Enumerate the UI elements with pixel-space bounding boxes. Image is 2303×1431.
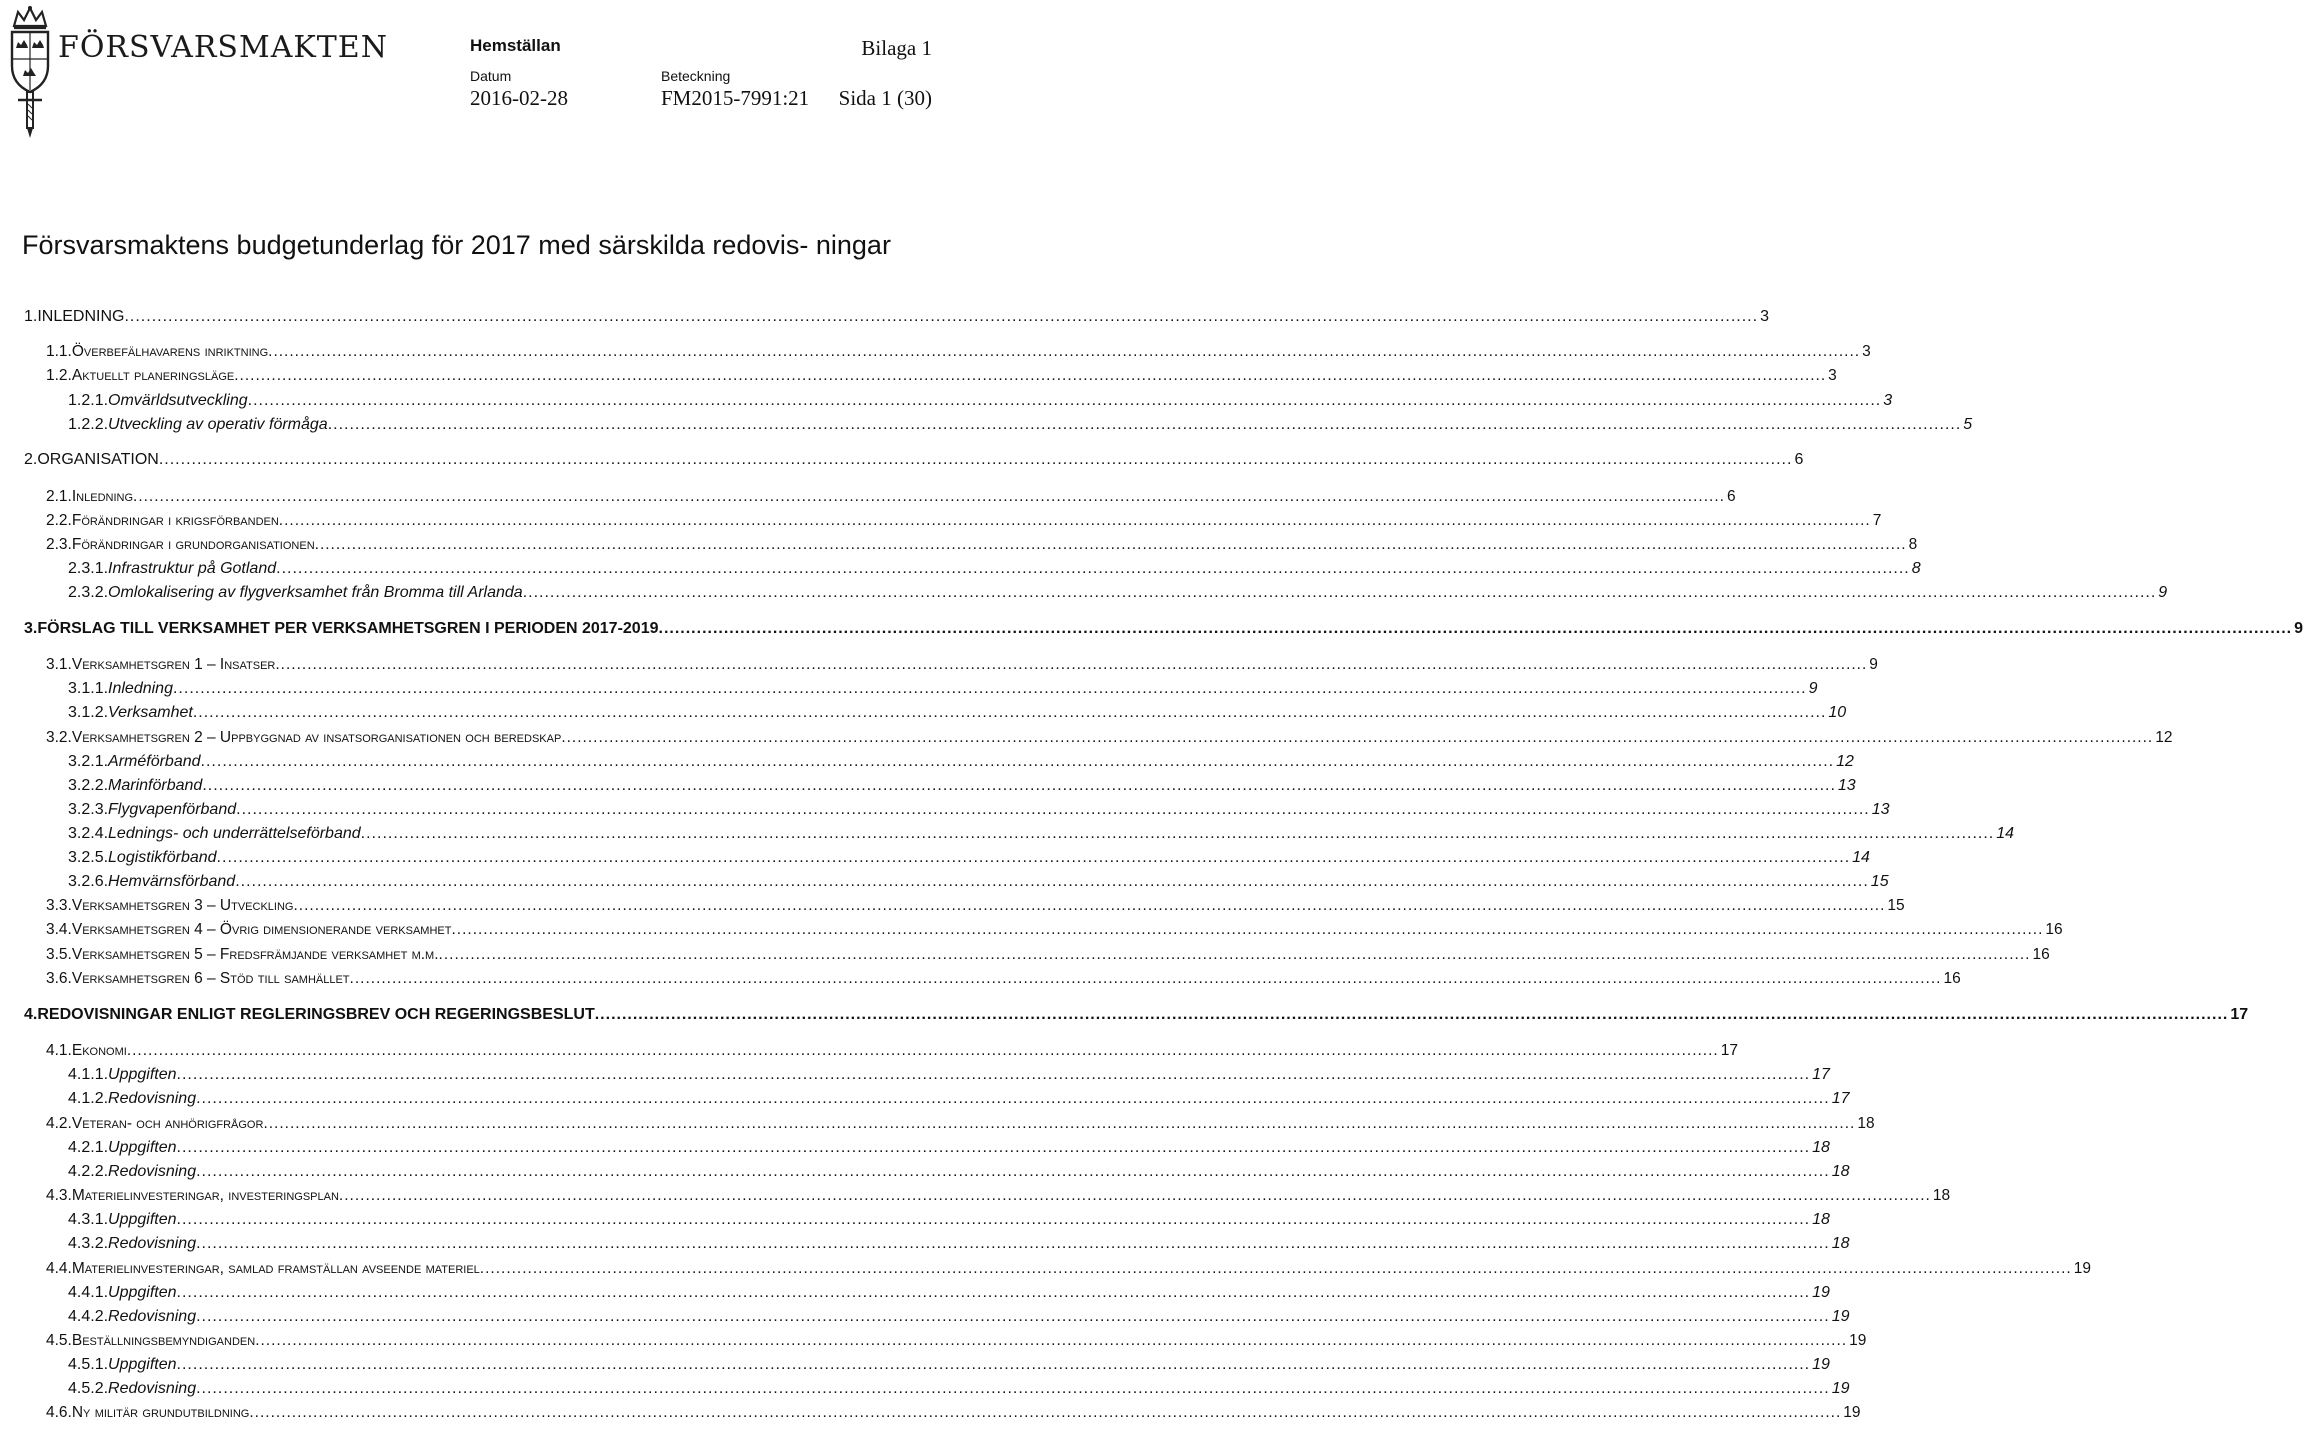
toc-dot-leader: ............................................................................................................................................................................................................................................................................................................: [196, 1090, 1830, 1107]
toc-entry-title: Uppgiften: [108, 1066, 177, 1083]
toc-entry-title: ORGANISATION: [37, 451, 159, 468]
toc-entry-number: 4.1.2.: [68, 1090, 109, 1107]
toc-entry-number: 4.3.: [46, 1187, 72, 1204]
toc-entry-number: 3.3.: [46, 897, 72, 914]
toc-entry-title: Förändringar i krigsförbanden: [71, 512, 279, 529]
toc-dot-leader: ............................................................................................................................................................................................................................................................................................................: [158, 451, 1793, 468]
toc-entry-number: 3.1.1.: [68, 680, 109, 697]
toc-entry[interactable]: [68, 1066, 1830, 1088]
toc-entry-number: 4.5.: [46, 1332, 72, 1349]
toc-entry-number: 3.5.: [46, 946, 72, 963]
toc-entry-page: 9: [2294, 620, 2303, 637]
toc-entry-page: 15: [1870, 873, 1889, 890]
toc-entry-number: 2.1.: [46, 488, 72, 505]
toc-dot-leader: ............................................................................................................................................................................................................................................................................................................: [196, 1380, 1830, 1397]
toc-entry-title: INLEDNING: [37, 308, 125, 325]
toc-dot-leader: ............................................................................................................................................................................................................................................................................................................: [196, 1235, 1830, 1252]
toc-entry-page: 14: [1852, 849, 1870, 866]
toc-entry-number: 2.3.1.: [68, 560, 109, 577]
toc-entry[interactable]: [46, 1115, 1875, 1137]
toc-entry-number: 4.: [24, 1006, 38, 1023]
toc-entry-title: Redovisning: [108, 1163, 197, 1180]
toc-dot-leader: ............................................................................................................................................................................................................................................................................................................: [275, 656, 1868, 673]
toc-entry-title: Omlokalisering av flygverksamhet från Bromma till Arlanda: [108, 584, 523, 601]
toc-entry-page: 5: [1963, 416, 1973, 433]
toc-entry[interactable]: [46, 1042, 1738, 1064]
toc-entry-number: 2.3.: [46, 536, 72, 553]
toc-entry-title: Lednings- och underrättelseförband: [108, 825, 361, 842]
toc-entry-title: Redovisning: [108, 1235, 197, 1252]
toc-entry[interactable]: [68, 825, 2015, 847]
toc-entry[interactable]: [68, 1090, 1850, 1112]
toc-entry[interactable]: [68, 801, 1890, 823]
toc-dot-leader: ............................................................................................................................................................................................................................................................................................................: [479, 1260, 2072, 1277]
toc-entry-number: 4.3.1.: [68, 1211, 109, 1228]
toc-entry[interactable]: [24, 451, 1804, 473]
toc-entry[interactable]: [46, 946, 2050, 968]
toc-entry-page: 3: [1760, 308, 1769, 325]
toc-dot-leader: ............................................................................................................................................................................................................................................................................................................: [235, 873, 1869, 890]
toc-entry-page: 17: [2230, 1006, 2249, 1023]
toc-entry-page: 12: [2155, 729, 2173, 746]
toc-dot-leader: ............................................................................................................................................................................................................................................................................................................: [176, 1284, 1811, 1301]
toc-entry-page: 8: [1908, 536, 1918, 553]
toc-entry-page: 19: [1812, 1284, 1830, 1301]
toc-dot-leader: ............................................................................................................................................................................................................................................................................................................: [176, 1356, 1811, 1373]
page-indicator: Sida 1 (30): [838, 86, 932, 110]
toc-entry[interactable]: [46, 488, 1736, 510]
toc-dot-leader: ............................................................................................................................................................................................................................................................................................................: [216, 849, 1851, 866]
toc-entry-title: REDOVISNINGAR ENLIGT REGLERINGSBREV OCH REGERINGSBESLUT: [37, 1006, 595, 1023]
toc-dot-leader: ............................................................................................................................................................................................................................................................................................................: [124, 308, 1759, 325]
toc-dot-leader: ............................................................................................................................................................................................................................................................................................................: [561, 729, 2154, 746]
toc-dot-leader: ............................................................................................................................................................................................................................................................................................................: [451, 921, 2044, 938]
toc-entry-number: 4.2.: [46, 1115, 72, 1132]
toc-entry-title: Uppgiften: [108, 1284, 177, 1301]
toc-entry-title: Materielinvesteringar, samlad framställan avseende materiel: [71, 1260, 480, 1277]
toc-entry[interactable]: [46, 729, 2173, 751]
toc-entry-page: 16: [2045, 921, 2063, 938]
toc-entry[interactable]: [46, 1260, 2091, 1282]
toc-entry-title: Marinförband: [108, 777, 203, 794]
toc-entry-page: 6: [1794, 451, 1804, 468]
toc-entry-page: 12: [1836, 753, 1854, 770]
toc-entry-title: Verksamhetsgren 2 – Uppbyggnad av insatsorganisationen och beredskap: [71, 729, 562, 746]
toc-entry-page: 8: [1911, 560, 1921, 577]
toc-entry-page: 18: [1932, 1187, 1951, 1204]
toc-entry-title: Uppgiften: [108, 1139, 177, 1156]
document-title: Försvarsmaktens budgetunderlag för 2017 med särskilda redovis- ningar: [22, 230, 891, 260]
toc-entry[interactable]: [68, 392, 1893, 414]
toc-entry-number: 1.: [24, 308, 38, 325]
toc-entry-page: 19: [1812, 1356, 1830, 1373]
toc-entry[interactable]: [46, 970, 1961, 992]
toc-entry[interactable]: [68, 753, 1854, 775]
toc-entry-title: Infrastruktur på Gotland: [108, 560, 277, 577]
toc-entry[interactable]: [68, 849, 1870, 871]
toc-entry-number: 3.2.3.: [68, 801, 109, 818]
toc-dot-leader: ............................................................................................................................................................................................................................................................................................................: [236, 801, 1870, 818]
toc-entry-page: 19: [1849, 1332, 1867, 1349]
toc-entry[interactable]: [46, 656, 1878, 678]
toc-entry-title: Redovisning: [108, 1308, 197, 1325]
toc-entry[interactable]: [68, 873, 1889, 895]
toc-entry-page: 13: [1837, 777, 1856, 794]
toc-entry[interactable]: [24, 620, 2303, 642]
toc-entry-title: Verksamhetsgren 1 – Insatser: [71, 656, 276, 673]
toc-entry-number: 3.2.2.: [68, 777, 109, 794]
toc-entry-title: Beställningsbemyndiganden: [71, 1332, 256, 1349]
toc-dot-leader: ............................................................................................................................................................................................................................................................................................................: [133, 488, 1725, 505]
toc-entry-page: 19: [2073, 1260, 2091, 1277]
toc-entry[interactable]: [46, 343, 1871, 365]
toc-entry-title: Uppgiften: [108, 1356, 177, 1373]
toc-entry-title: Logistikförband: [108, 849, 217, 866]
toc-dot-leader: ............................................................................................................................................................................................................................................................................................................: [314, 536, 1907, 553]
toc-entry-title: Hemvärnsförband: [108, 873, 236, 890]
toc-entry-title: Förändringar i grundorganisationen: [71, 536, 315, 553]
toc-entry[interactable]: [68, 777, 1856, 799]
toc-dot-leader: ............................................................................................................................................................................................................................................................................................................: [176, 1139, 1811, 1156]
toc-entry-title: Verksamhetsgren 4 – Övrig dimensionerande verksamhet: [71, 921, 452, 938]
toc-dot-leader: ............................................................................................................................................................................................................................................................................................................: [247, 392, 1882, 409]
toc-entry-number: 3.6.: [46, 970, 72, 987]
toc-entry-title: Utveckling av operativ förmåga: [108, 416, 328, 433]
toc-entry-page: 14: [1996, 825, 2015, 842]
toc-entry[interactable]: [68, 1380, 1850, 1402]
toc-entry-title: Arméförband: [108, 753, 201, 770]
toc-entry-page: 18: [1831, 1235, 1850, 1252]
toc-dot-leader: ............................................................................................................................................................................................................................................................................................................: [263, 1115, 1856, 1132]
toc-dot-leader: ............................................................................................................................................................................................................................................................................................................: [658, 620, 2293, 637]
toc-entry-title: Verksamhetsgren 5 – Fredsfrämjande verksamhet m.m.: [71, 946, 439, 963]
toc-entry-page: 9: [1808, 680, 1818, 697]
toc-entry[interactable]: [68, 1211, 1830, 1233]
toc-entry-page: 18: [1812, 1139, 1830, 1156]
toc-entry[interactable]: [24, 1006, 2249, 1028]
toc-entry-page: 3: [1862, 343, 1871, 360]
toc-entry-number: 4.4.1.: [68, 1284, 109, 1301]
toc-dot-leader: ............................................................................................................................................................................................................................................................................................................: [268, 343, 1861, 360]
toc-entry-page: 7: [1872, 512, 1882, 529]
toc-entry-page: 18: [1857, 1115, 1875, 1132]
toc-entry[interactable]: [24, 308, 1769, 330]
toc-entry-number: 4.5.1.: [68, 1356, 109, 1373]
toc-entry-number: 3.4.: [46, 921, 72, 938]
toc-entry-title: Veteran- och anhörigfrågor: [71, 1115, 264, 1132]
toc-entry[interactable]: [46, 367, 1837, 389]
toc-dot-leader: ............................................................................................................................................................................................................................................................................................................: [276, 560, 1910, 577]
toc-entry[interactable]: [68, 1235, 1850, 1257]
toc-entry-number: 1.2.: [46, 367, 72, 384]
reference-value: FM2015-7991:21: [661, 86, 810, 110]
toc-entry[interactable]: [68, 584, 2168, 606]
crown-shield-sword-icon: [6, 4, 54, 140]
toc-entry-number: 4.5.2.: [68, 1380, 109, 1397]
toc-entry-number: 3.2.: [46, 729, 72, 746]
toc-entry[interactable]: [68, 560, 1921, 582]
toc-dot-leader: ............................................................................................................................................................................................................................................................................................................: [234, 367, 1827, 384]
reference-label: Beteckning: [661, 68, 731, 84]
toc-entry-number: 4.3.2.: [68, 1235, 109, 1252]
toc-entry-title: Omvärldsutveckling: [108, 392, 248, 409]
toc-entry[interactable]: [68, 704, 1847, 726]
toc-dot-leader: ............................................................................................................................................................................................................................................................................................................: [192, 704, 1827, 721]
toc-entry-title: Flygvapenförband: [108, 801, 237, 818]
toc-dot-leader: ............................................................................................................................................................................................................................................................................................................: [249, 1404, 1842, 1421]
toc-entry-page: 9: [2158, 584, 2168, 601]
toc-dot-leader: ............................................................................................................................................................................................................................................................................................................: [338, 1187, 1931, 1204]
toc-entry-page: 3: [1883, 392, 1893, 409]
toc-entry-page: 19: [1831, 1308, 1850, 1325]
toc-entry-number: 4.2.1.: [68, 1139, 109, 1156]
toc-entry-number: 3.: [24, 620, 38, 637]
toc-entry-number: 3.1.2.: [68, 704, 109, 721]
toc-entry[interactable]: [46, 1404, 1861, 1426]
toc-entry-number: 1.1.: [46, 343, 72, 360]
toc-entry-page: 17: [1720, 1042, 1738, 1059]
toc-entry-page: 19: [1843, 1404, 1861, 1421]
toc-entry-title: Verksamhet: [108, 704, 193, 721]
toc-entry-title: Ny militär grundutbildning: [71, 1404, 250, 1421]
toc-dot-leader: ............................................................................................................................................................................................................................................................................................................: [126, 1042, 1719, 1059]
toc-entry-number: 4.4.: [46, 1260, 72, 1277]
toc-entry-number: 3.2.6.: [68, 873, 109, 890]
toc-entry[interactable]: [68, 680, 1818, 702]
toc-dot-leader: ............................................................................................................................................................................................................................................................................................................: [327, 416, 1962, 433]
toc-entry-title: Verksamhetsgren 6 – Stöd till samhället: [71, 970, 350, 987]
toc-entry-page: 6: [1726, 488, 1736, 505]
toc-dot-leader: ............................................................................................................................................................................................................................................................................................................: [202, 777, 1836, 794]
toc-entry[interactable]: [46, 512, 1882, 534]
toc-entry-number: 2.3.2.: [68, 584, 109, 601]
toc-entry-number: 2.: [24, 451, 38, 468]
toc-entry-title: Inledning: [108, 680, 173, 697]
toc-entry-number: 2.2.: [46, 512, 72, 529]
toc-entry-number: 4.4.2.: [68, 1308, 109, 1325]
toc-entry-title: Överbefälhavarens inriktning: [71, 343, 269, 360]
toc-entry-page: 13: [1871, 801, 1890, 818]
toc-entry-page: 16: [1943, 970, 1961, 987]
toc-entry[interactable]: [68, 1308, 1850, 1330]
toc-entry-number: 3.1.: [46, 656, 72, 673]
toc-entry-page: 16: [2032, 946, 2050, 963]
toc-entry-title: Ekonomi: [71, 1042, 127, 1059]
toc-dot-leader: ............................................................................................................................................................................................................................................................................................................: [293, 897, 1886, 914]
date-value: 2016-02-28: [470, 86, 568, 110]
toc-entry-number: 1.2.2.: [68, 416, 109, 433]
toc-entry-number: 4.1.: [46, 1042, 72, 1059]
toc-dot-leader: ............................................................................................................................................................................................................................................................................................................: [349, 970, 1942, 987]
attachment-label: Bilaga 1: [861, 36, 932, 60]
toc-entry-number: 3.2.5.: [68, 849, 109, 866]
toc-dot-leader: ............................................................................................................................................................................................................................................................................................................: [200, 753, 1835, 770]
toc-entry[interactable]: [68, 1284, 1830, 1306]
toc-entry[interactable]: [68, 1163, 1850, 1185]
toc-entry-title: Inledning: [71, 488, 134, 505]
toc-entry-page: 3: [1828, 367, 1837, 384]
toc-entry-number: 4.2.2.: [68, 1163, 109, 1180]
toc-entry-title: Materielinvesteringar, investeringsplan: [71, 1187, 339, 1204]
toc-entry-number: 3.2.4.: [68, 825, 109, 842]
toc-dot-leader: ............................................................................................................................................................................................................................................................................................................: [176, 1211, 1811, 1228]
toc-dot-leader: ............................................................................................................................................................................................................................................................................................................: [255, 1332, 1848, 1349]
toc-entry[interactable]: [46, 1187, 1951, 1209]
toc-entry[interactable]: [68, 1356, 1830, 1378]
toc-entry-title: Verksamhetsgren 3 – Utveckling: [71, 897, 294, 914]
toc-entry-page: 18: [1812, 1211, 1830, 1228]
toc-entry-page: 9: [1869, 656, 1878, 673]
date-label: Datum: [470, 68, 512, 84]
toc-entry[interactable]: [46, 536, 1918, 558]
toc-dot-leader: ............................................................................................................................................................................................................................................................................................................: [278, 512, 1871, 529]
toc-dot-leader: ............................................................................................................................................................................................................................................................................................................: [438, 946, 2031, 963]
toc-entry-number: 4.6.: [46, 1404, 72, 1421]
toc-dot-leader: ............................................................................................................................................................................................................................................................................................................: [176, 1066, 1811, 1083]
toc-entry-page: 15: [1887, 897, 1905, 914]
brand-name: FÖRSVARSMAKTEN: [58, 30, 388, 65]
toc-dot-leader: ............................................................................................................................................................................................................................................................................................................: [594, 1006, 2229, 1023]
document-type: Hemställan: [470, 36, 561, 55]
toc-entry-title: Redovisning: [108, 1380, 197, 1397]
toc-entry-page: 17: [1831, 1090, 1850, 1107]
toc-entry[interactable]: [68, 416, 1973, 438]
toc-dot-leader: ............................................................................................................................................................................................................................................................................................................: [360, 825, 1995, 842]
toc-entry[interactable]: [46, 1332, 1867, 1354]
toc-entry-number: 3.2.1.: [68, 753, 109, 770]
toc-dot-leader: ............................................................................................................................................................................................................................................................................................................: [172, 680, 1807, 697]
toc-entry[interactable]: [68, 1139, 1830, 1161]
toc-dot-leader: ............................................................................................................................................................................................................................................................................................................: [196, 1163, 1830, 1180]
toc-entry[interactable]: [46, 897, 1905, 919]
toc-entry-title: Uppgiften: [108, 1211, 177, 1228]
toc-entry-page: 19: [1831, 1380, 1850, 1397]
toc-dot-leader: ............................................................................................................................................................................................................................................................................................................: [196, 1308, 1830, 1325]
toc-entry-page: 17: [1812, 1066, 1830, 1083]
toc-entry-page: 10: [1828, 704, 1847, 721]
toc-entry-number: 4.1.1.: [68, 1066, 109, 1083]
toc-dot-leader: ............................................................................................................................................................................................................................................................................................................: [522, 584, 2157, 601]
toc-entry-page: 18: [1831, 1163, 1850, 1180]
toc-entry-title: FÖRSLAG TILL VERKSAMHET PER VERKSAMHETSGREN I PERIODEN 2017-2019: [37, 620, 659, 637]
toc-entry[interactable]: [46, 921, 2063, 943]
toc-entry-title: Redovisning: [108, 1090, 197, 1107]
toc-entry-title: Aktuellt planeringsläge: [71, 367, 235, 384]
toc-entry-number: 1.2.1.: [68, 392, 109, 409]
